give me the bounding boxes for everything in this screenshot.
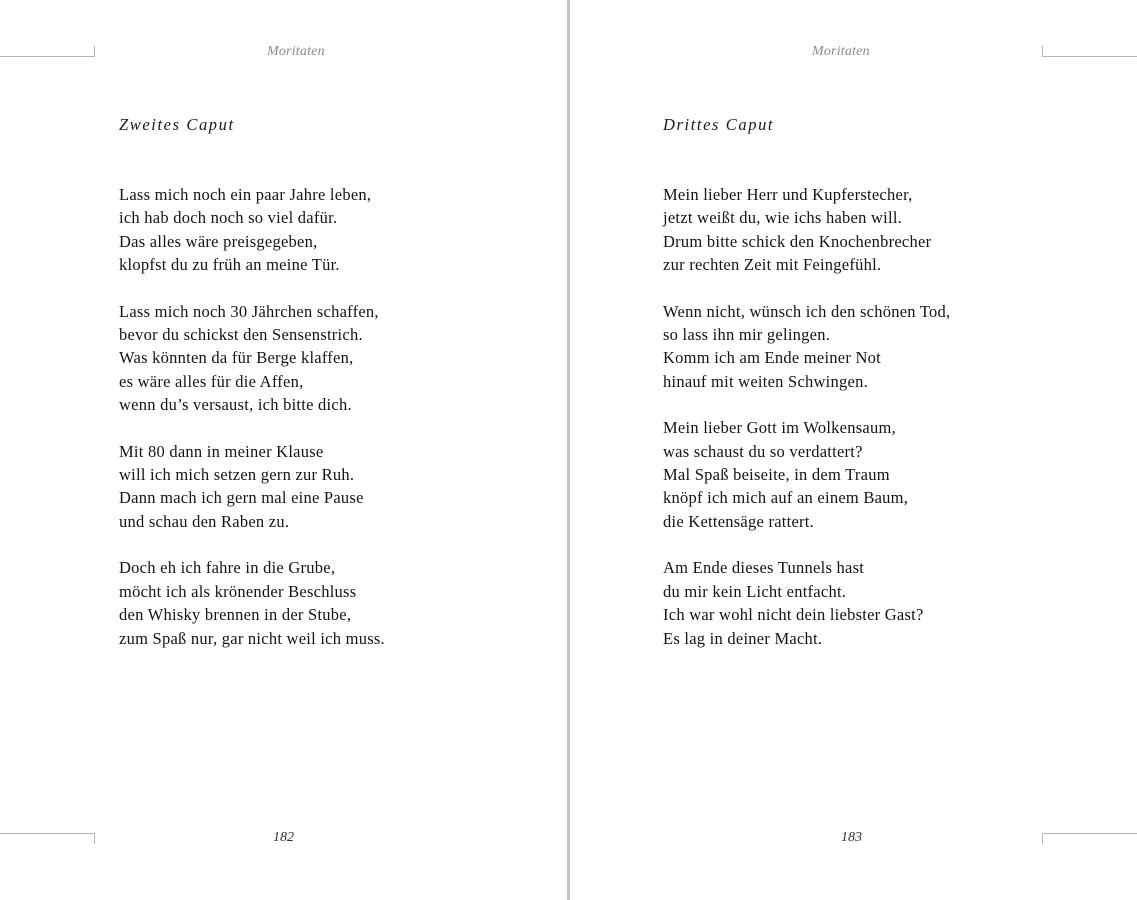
poem-line: Drum bitte schick den Knochenbrecher [663,231,932,251]
running-head-right: Moritaten [812,44,870,59]
poem-line: wenn du’s versaust, ich bitte dich. [119,395,352,415]
poem-line: Mit 80 dann in meiner Klause [119,441,324,461]
poem-line: Mein lieber Gott im Wolkensaum, [663,418,896,438]
running-head-left: Moritaten [267,44,325,59]
stanza [663,556,950,650]
poem-body-left [119,183,385,673]
poem-line: zum Spaß nur, gar nicht weil ich muss. [119,628,385,648]
poem-line: ich hab doch noch so viel dafür. [119,208,338,228]
poem-line: bevor du schickst den Sensenstrich. [119,325,363,345]
poem-line: Lass mich noch 30 Jährchen schaffen, [119,301,379,321]
poem-line: will ich mich setzen gern zur Ruh. [119,465,355,485]
poem-line: knöpf ich mich auf an einem Baum, [663,488,909,508]
poem-line: die Kettensäge rattert. [663,511,814,531]
poem-line: Mein lieber Herr und Kupferstecher, [663,185,913,204]
book-gutter [567,0,570,900]
poem-title-right: Drittes Caput [663,115,775,134]
poem-line: es wäre alles für die Affen, [119,371,304,391]
poem-line: Wenn nicht, wünsch ich den schönen Tod, [663,301,951,321]
stanza [119,183,385,277]
stanza [663,300,950,394]
stanza [663,183,950,277]
crop-mark-top-right-horizontal [1042,56,1137,57]
poem-line: Das alles wäre preisgegeben, [119,231,318,251]
poem-line: Dann mach ich gern mal eine Pause [119,488,364,508]
crop-mark-top-left-horizontal [0,56,94,57]
poem-line: zur rechten Zeit mit Feingefühl. [663,255,882,275]
right-page [571,0,1137,900]
poem-line: Lass mich noch ein paar Jahre leben, [119,185,372,204]
poem-line: jetzt weißt du, wie ichs haben will. [663,208,903,228]
stanza [119,440,385,534]
poem-line: möcht ich als krönender Beschluss [119,581,357,601]
poem-line: und schau den Raben zu. [119,511,290,531]
crop-mark-bottom-right-vertical [1042,833,1043,844]
poem-line: Ich war wohl nicht dein liebster Gast? [663,605,924,625]
poem-line: Doch eh ich fahre in die Grube, [119,558,336,578]
crop-mark-bottom-left-vertical [94,833,95,844]
poem-line: hinauf mit weiten Schwingen. [663,371,868,391]
poem-line: Am Ende dieses Tunnels hast [663,558,865,578]
poem-line: Komm ich am Ende meiner Not [663,348,881,368]
poem-title-left: Zweites Caput [119,115,235,134]
poem-line: so lass ihn mir gelingen. [663,325,831,345]
stanza [119,556,385,650]
crop-mark-top-right-vertical [1042,46,1043,57]
stanza [663,416,950,533]
poem-line: was schaust du so verdattert? [663,441,863,461]
stanza [119,300,385,417]
poem-line: den Whisky brennen in der Stube, [119,605,352,625]
crop-mark-top-left-vertical [94,46,95,57]
poem-line: Was könnten da für Berge klaffen, [119,348,354,368]
page-number-left: 182 [273,830,294,845]
poem-line: du mir kein Licht entfacht. [663,581,847,601]
poem-line: klopfst du zu früh an meine Tür. [119,255,340,275]
poem-body-right [663,183,950,673]
poem-line: Mal Spaß beiseite, in dem Traum [663,465,890,485]
poem-line: Es lag in deiner Macht. [663,628,823,648]
page-number-right: 183 [841,830,862,845]
left-page [0,0,567,900]
crop-mark-bottom-left-horizontal [0,833,94,834]
crop-mark-bottom-right-horizontal [1042,833,1137,834]
